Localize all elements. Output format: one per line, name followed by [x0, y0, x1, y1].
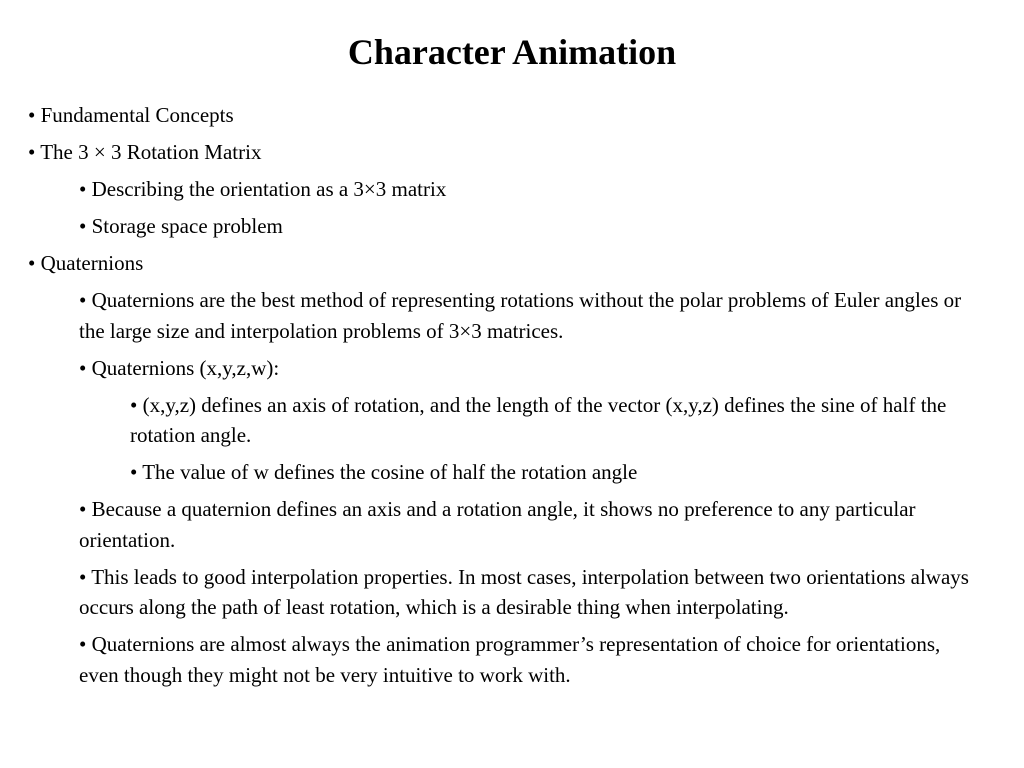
bullet-no-preference: • Because a quaternion defines an axis and a rotation angle, it shows no preference to any particular orientation.	[79, 497, 916, 552]
bullet-axis-of-rotation: • (x,y,z) defines an axis of rotation, and the length of the vector (x,y,z) defines the sine of half the rotation angle.	[130, 392, 947, 447]
bullet-quaternions: • Quaternions	[28, 251, 144, 275]
bullet-storage-space: • Storage space problem	[79, 214, 283, 238]
bullet-interpolation-properties: • This leads to good interpolation properties. In most cases, interpolation between two orientations always occurs along the path of least rotation, which is a desirable thing when interpolating.	[79, 564, 969, 619]
bullet-quaternions-best-method: • Quaternions are the best method of representing rotations without the polar problems of Euler angles or the large size and interpolation problems of 3×3 matrices.	[79, 288, 962, 343]
bullet-list	[28, 100, 978, 697]
slide-title: Character Animation	[347, 32, 677, 72]
bullet-describing-orientation: • Describing the orientation as a 3×3 matrix	[79, 177, 447, 201]
bullet-value-of-w: • The value of w defines the cosine of half the rotation angle	[130, 460, 638, 484]
bullet-rotation-matrix: • The 3 × 3 Rotation Matrix	[28, 140, 262, 164]
bullet-fundamental-concepts: • Fundamental Concepts	[28, 103, 234, 127]
bullet-representation-of-choice: • Quaternions are almost always the animation programmer’s representation of choice for orientations, even though they might not be very intuitive to work with.	[79, 632, 941, 687]
bullet-quaternions-xyzw: • Quaternions (x,y,z,w):	[79, 355, 280, 380]
